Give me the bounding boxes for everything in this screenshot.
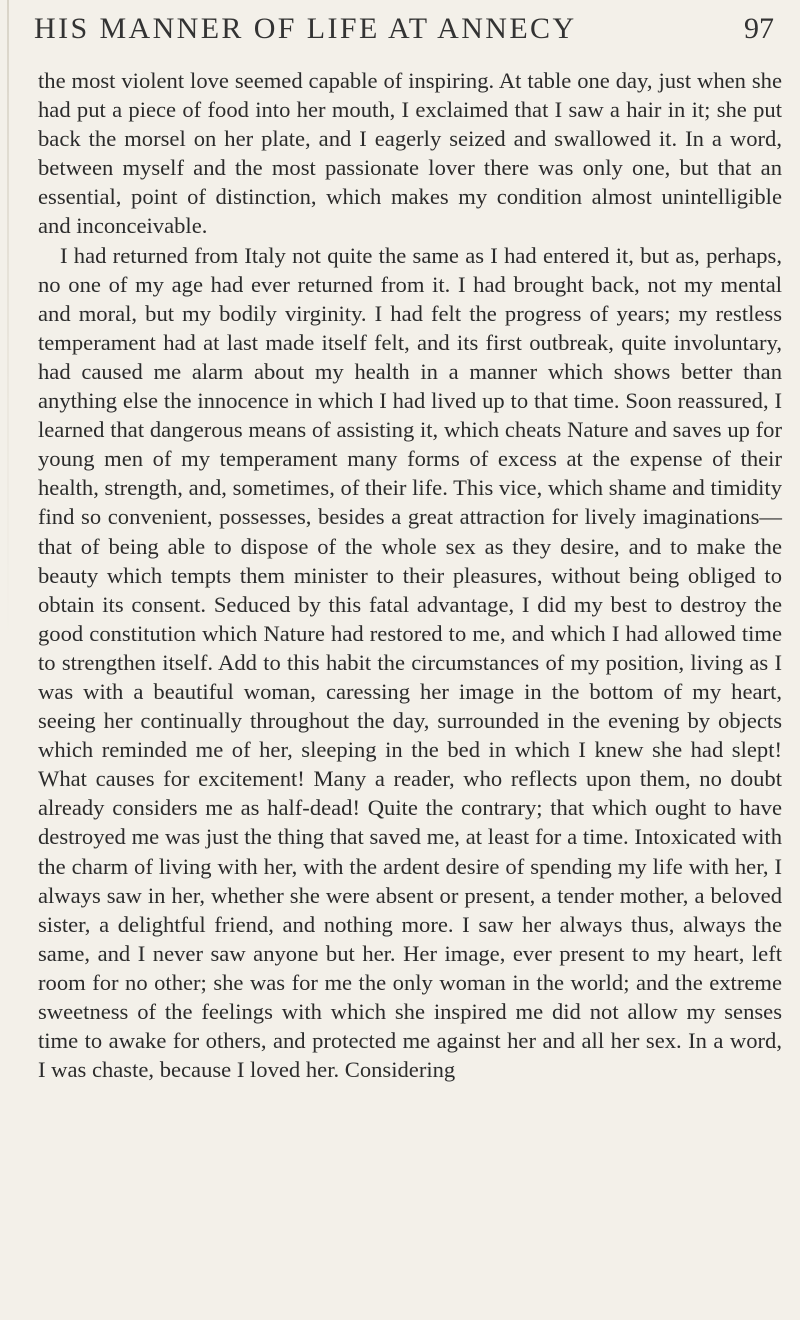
page-header (34, 12, 774, 60)
paragraph: I had returned from Italy not quite the same as I had entered it, but as, perhaps, no one of my age had ever returned from it. I had brought back, not my mental and moral, but my bodily virginity. I had felt the progress of years; my restless temperament had at last made itself felt, and its first outbreak, quite involuntary, had caused me alarm about my health in a manner which shows better than anything else the innocence in which I had lived up to that time. Soon reassured, I learned that dangerous means of assisting it, which cheats Nature and saves up for young men of my temperament many forms of excess at the expense of their health, strength, and, sometimes, of their life. This vice, which shame and timidity find so convenient, possesses, besides a great attraction for lively imaginations—that of being able to dispose of the whole sex as they desire, and to make the beauty which tempts them minister to their pleasures, without being obliged to obtain its consent. Seduced by this fatal advantage, I did my best to destroy the good constitution which Nature had restored to me, and which I had allowed time to strengthen itself. Add to this habit the circumstances of my position, living as I was with a beautiful woman, caressing her image in the bottom of my heart, seeing her continually throughout the day, surrounded in the evening by objects which reminded me of her, sleeping in the bed in which I knew she had slept! What causes for excitement! Many a reader, who reflects upon them, no doubt already considers me as half-dead! Quite the contrary; that which ought to have destroyed me was just the thing that saved me, at least for a time. Intoxicated with the charm of living with her, with the ardent desire of spending my life with her, I always saw in her, whether she were absent or present, a tender mother, a beloved sister, a delightful friend, and nothing more. I saw her always thus, always the same, and I never saw anyone but her. Her image, ever present to my heart, left room for no other; she was for me the only woman in the world; and the extreme sweetness of the feelings with which she inspired me did not allow my senses time to awake for others, and protected me against her and all her sex. In a word, I was chaste, because I loved her. Considering (38, 242, 782, 1083)
paragraph-continued: the most violent love seemed capable of inspiring. At table one day, just when she had put a piece of food into her mouth, I exclaimed that I saw a hair in it; she put back the morsel on her plate, and I eagerly seized and swallowed it. In a word, between myself and the most passionate lover there was only one, but that an essential, point of distinction, which makes my condition almost unintelligible and inconceivable. (38, 68, 782, 239)
running-head: HIS MANNER OF LIFE AT ANNECY (34, 12, 577, 45)
body-text (38, 66, 782, 1084)
page-number: 97 (744, 12, 774, 45)
gutter-shadow (7, 0, 9, 640)
